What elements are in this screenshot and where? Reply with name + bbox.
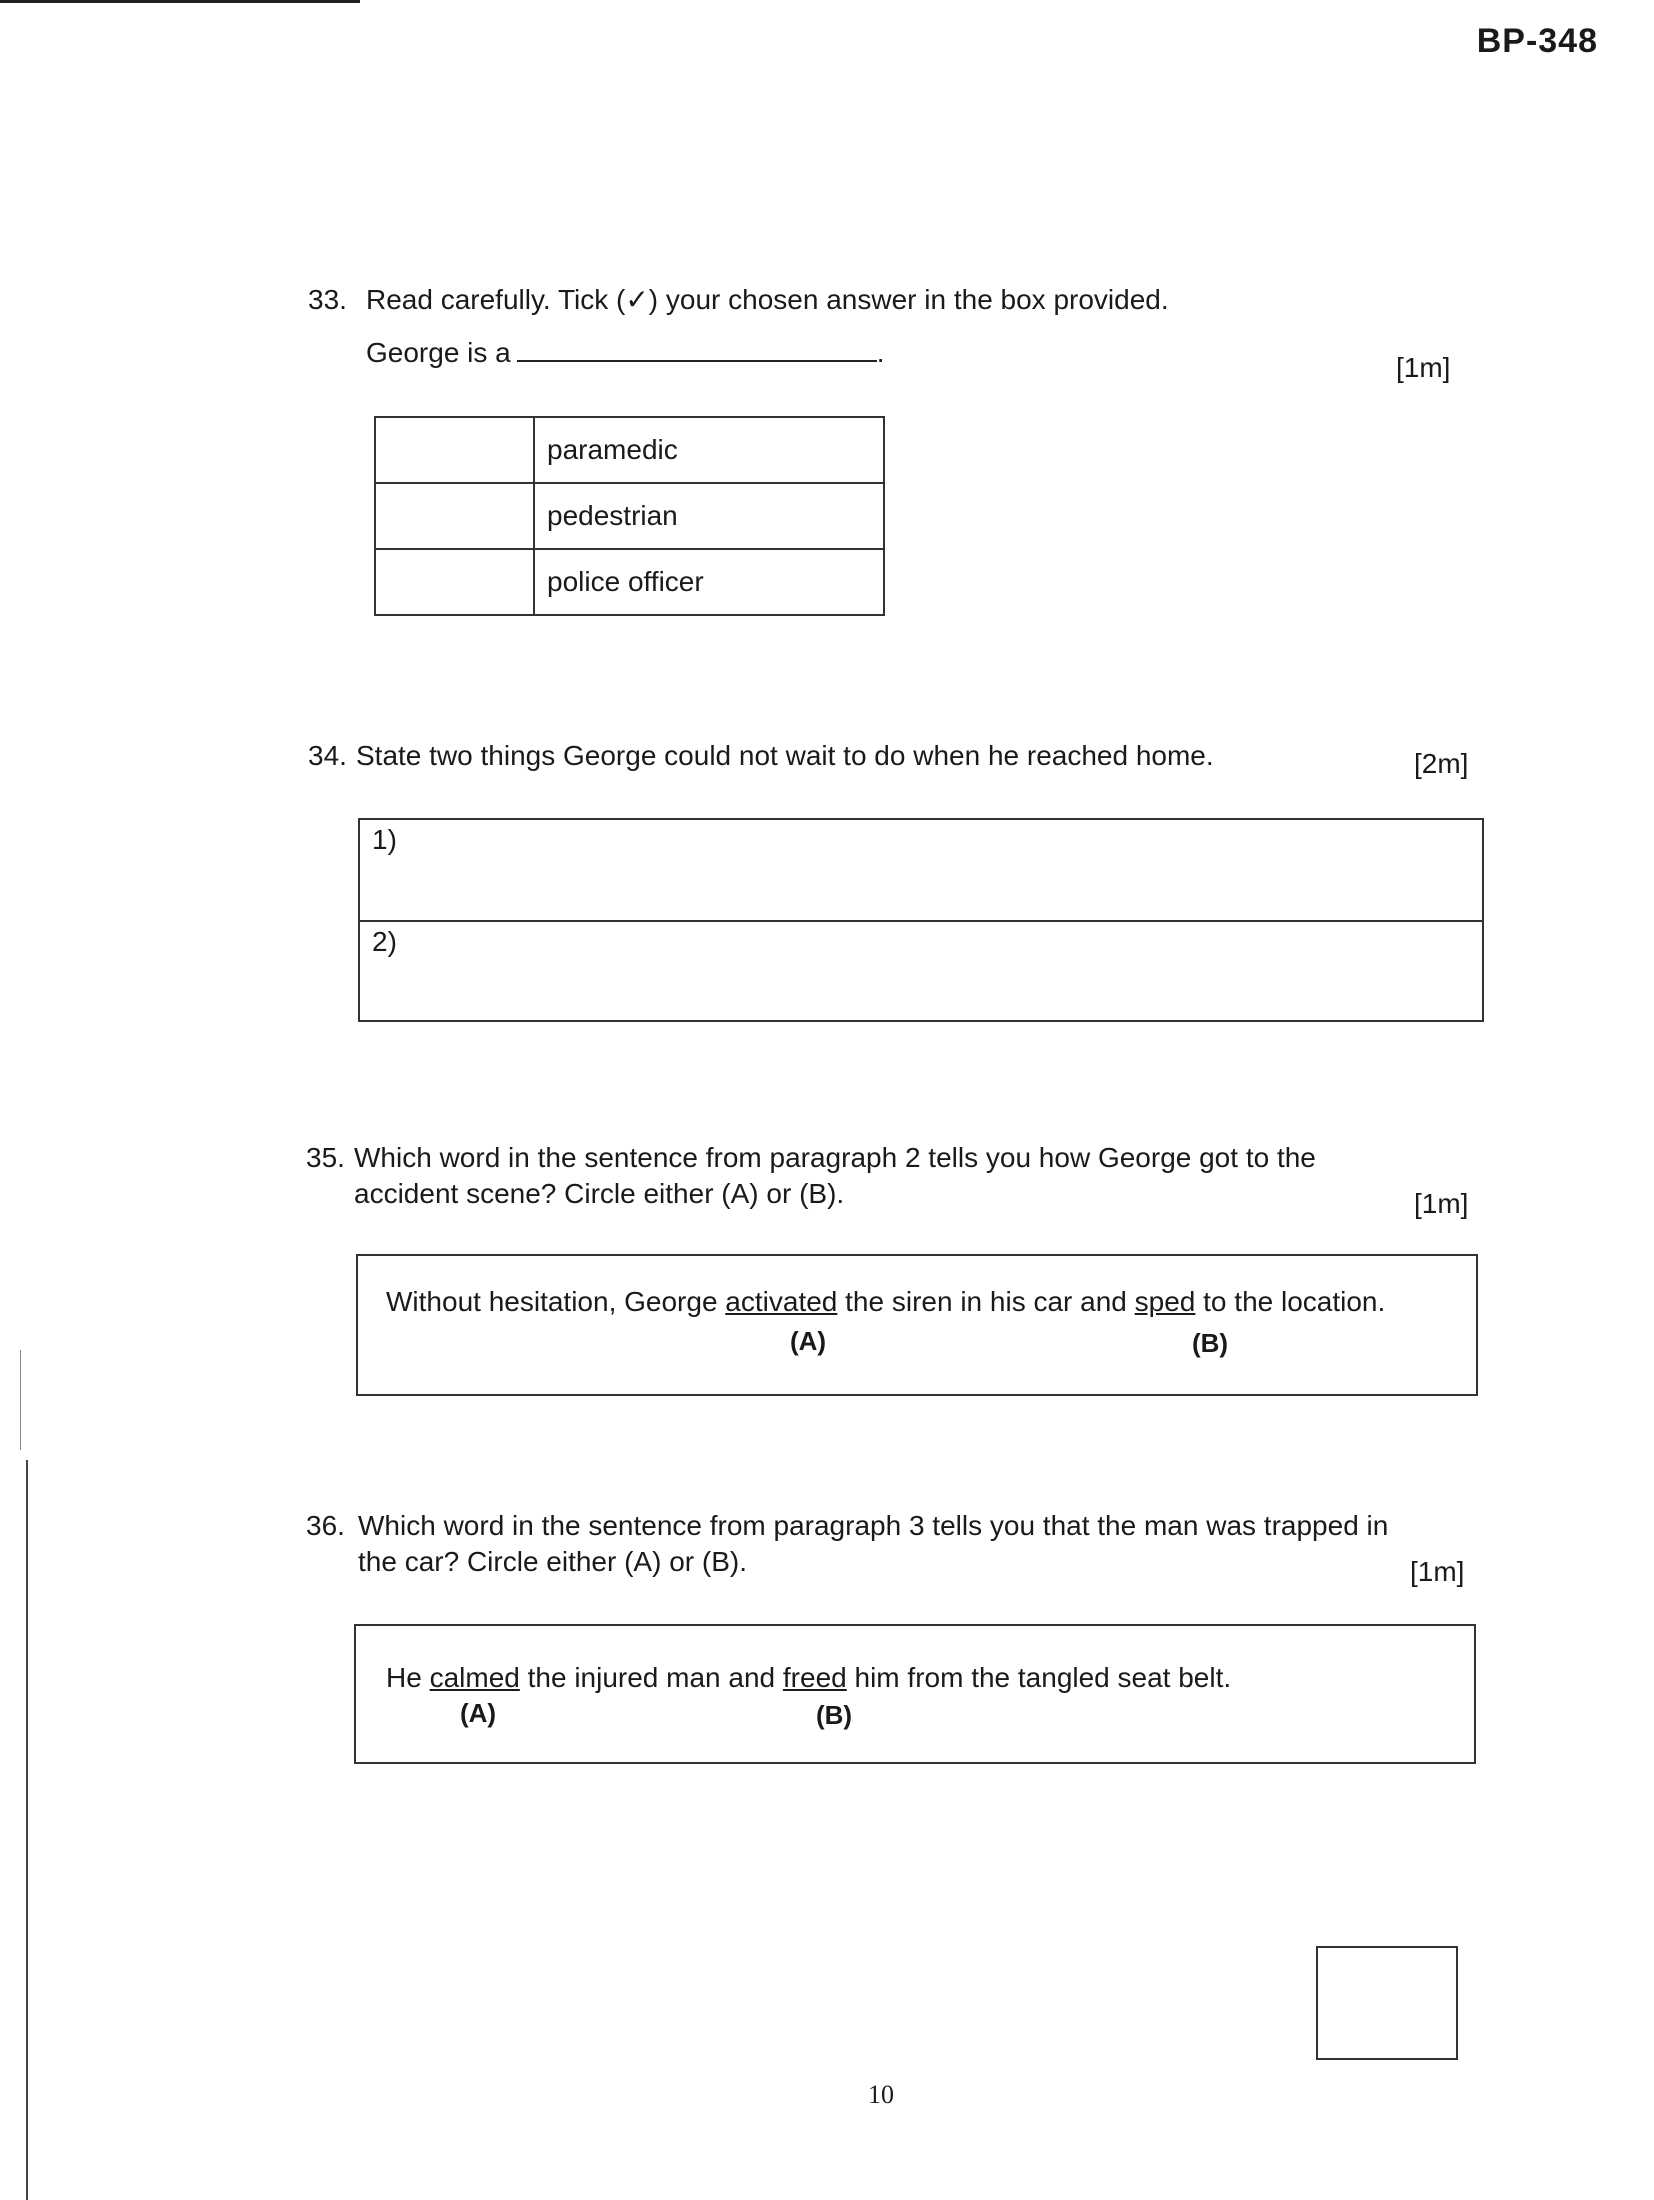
option-row — [375, 549, 884, 615]
answer-row-2[interactable] — [360, 920, 1482, 1020]
question-33-stem — [366, 334, 885, 371]
option-a-label[interactable]: (A) — [460, 1698, 497, 1728]
margin-line — [26, 1460, 28, 2200]
option-a-label[interactable]: (A) — [790, 1326, 827, 1356]
marks-label: [2m] — [1414, 748, 1469, 779]
answer-row-1[interactable] — [360, 820, 1482, 920]
stem-text: George is a — [366, 337, 511, 368]
row-number: 1) — [372, 824, 397, 855]
question-line: the car? Circle either (A) or (B). — [358, 1546, 747, 1577]
option-label: pedestrian — [534, 483, 884, 549]
question-33-instruction — [308, 282, 1169, 318]
tick-box[interactable] — [375, 549, 534, 615]
sentence-box — [356, 1254, 1478, 1396]
sentence-text: Without hesitation, George — [386, 1286, 726, 1317]
marks-label: [1m] — [1414, 1188, 1469, 1219]
word-a[interactable]: calmed — [429, 1662, 520, 1693]
sentence — [386, 1662, 1231, 1694]
question-line: Which word in the sentence from paragraph 2 tells you how George got to the — [354, 1142, 1316, 1173]
sentence-text: He — [386, 1662, 430, 1693]
question-text: State two things George could not wait to do when he reached home. — [356, 740, 1214, 771]
marks-label: [1m] — [1396, 352, 1451, 383]
question-34-text — [308, 738, 1214, 774]
option-label: police officer — [534, 549, 884, 615]
marks-label: [1m] — [1410, 1556, 1465, 1587]
question-number: 34. — [308, 740, 347, 771]
option-label: paramedic — [534, 417, 884, 483]
answer-box — [358, 818, 1484, 1022]
question-line: Which word in the sentence from paragraph 3 tells you that the man was trapped in — [358, 1510, 1389, 1541]
tick-box[interactable] — [375, 483, 534, 549]
sentence-box — [354, 1624, 1476, 1764]
stem-end: . — [876, 337, 885, 368]
option-b-label[interactable]: (B) — [816, 1700, 853, 1730]
word-a[interactable]: activated — [725, 1286, 838, 1317]
word-b[interactable]: freed — [782, 1662, 847, 1693]
option-row — [375, 417, 884, 483]
page-number: 10 — [868, 2080, 894, 2109]
sentence — [386, 1286, 1385, 1318]
margin-line — [20, 1350, 21, 1450]
question-text: Read carefully. Tick (✓) your chosen answer in the box provided. — [366, 284, 1169, 315]
question-number: 36. — [306, 1510, 345, 1541]
answer-blank[interactable] — [517, 334, 877, 362]
question-number: 33. — [308, 284, 347, 315]
tick-box-table — [374, 416, 885, 616]
row-number: 2) — [372, 926, 397, 957]
top-rule — [0, 0, 360, 3]
sentence-text: him from the tangled seat belt. — [846, 1662, 1232, 1693]
question-line: accident scene? Circle either (A) or (B). — [354, 1178, 845, 1209]
question-36-text — [306, 1508, 1388, 1580]
question-35-text — [306, 1140, 1316, 1212]
sentence-text: to the location. — [1195, 1286, 1386, 1317]
score-box[interactable] — [1316, 1946, 1458, 2060]
option-b-label[interactable]: (B) — [1192, 1328, 1229, 1358]
sentence-text: the injured man and — [519, 1662, 783, 1693]
tick-box[interactable] — [375, 417, 534, 483]
word-b[interactable]: sped — [1134, 1286, 1196, 1317]
option-row — [375, 483, 884, 549]
document-code: BP-348 — [1476, 22, 1598, 60]
sentence-text: the siren in his car and — [837, 1286, 1135, 1317]
question-number: 35. — [306, 1142, 345, 1173]
